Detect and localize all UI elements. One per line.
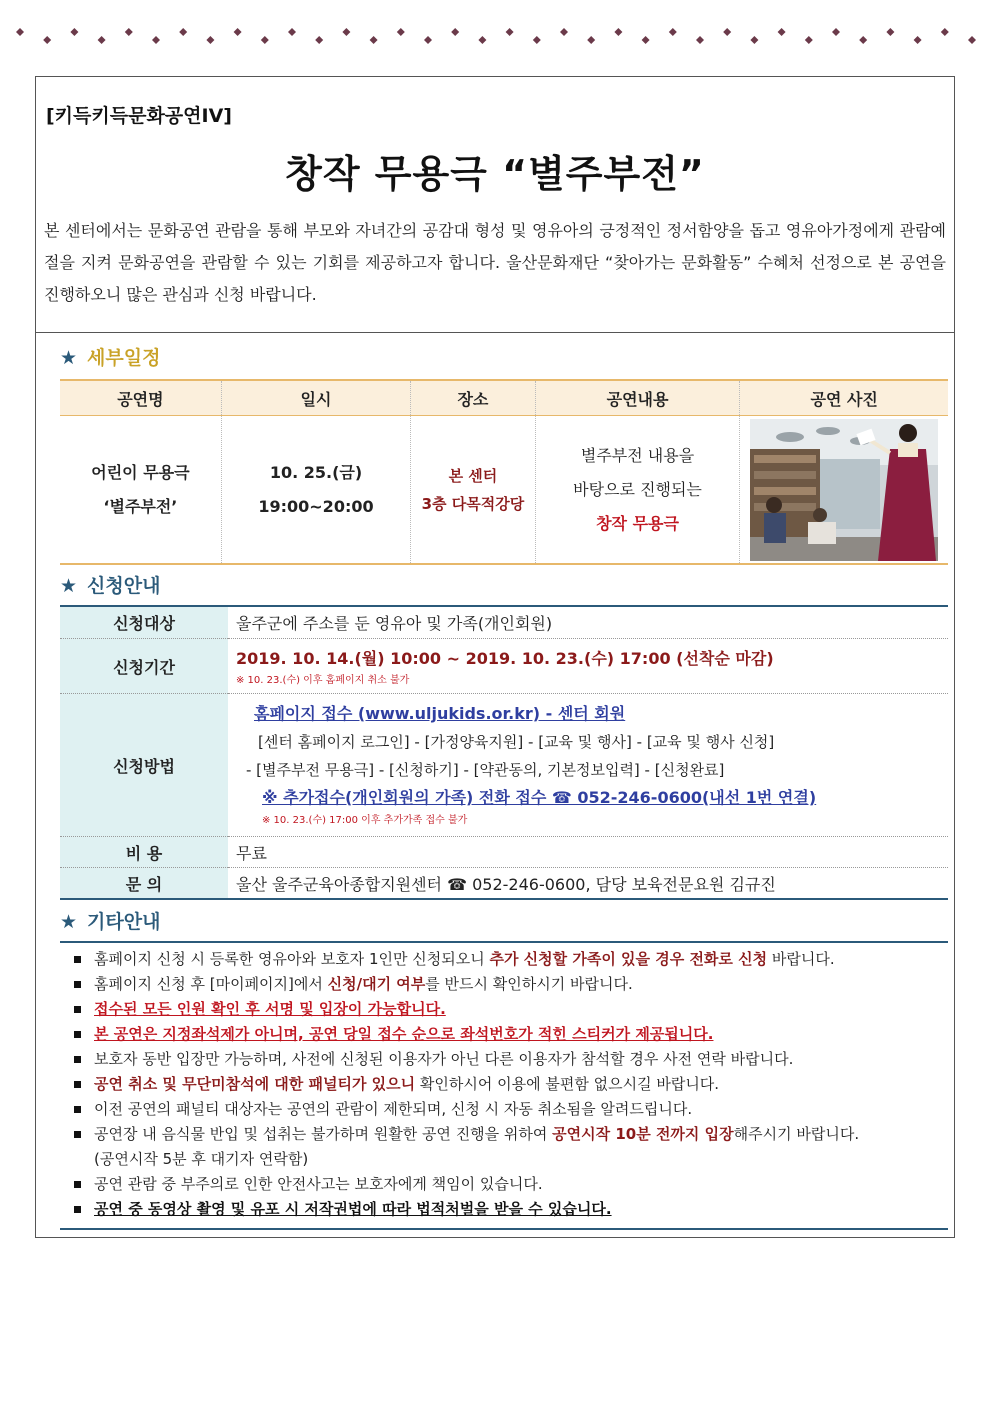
table-header-row [60, 380, 948, 416]
decorative-dots-border [14, 26, 978, 46]
method-label: 신청방법 [60, 694, 228, 837]
diamond-dot [478, 36, 486, 44]
star-icon: ★ [60, 911, 78, 933]
apply-table [60, 605, 948, 900]
diamond-dot [70, 28, 78, 36]
diamond-dot [832, 28, 840, 36]
performance-name: 어린이 무용극 ‘별주부전’ [60, 416, 221, 565]
table-row [60, 868, 948, 900]
list-item: 홈페이지 신청 후 [마이페이지]에서 신청/대기 여부를 반드시 확인하시기 바랍니다. [60, 972, 948, 997]
diamond-dot [642, 36, 650, 44]
bullet-icon [74, 981, 81, 988]
diamond-dot [288, 28, 296, 36]
diamond-dot [859, 36, 867, 44]
diamond-dot [968, 36, 976, 44]
section-schedule-heading: ★ 세부일정 [60, 347, 161, 369]
method-value: 홈페이지 접수 (www.uljukids.or.kr) - 센터 회원 [센터 홈페이지 로그인] - [가정양육지원] - [교육 및 행사] - [교육 및 행사 신청] - [별주부전 무용극] - [신청하기] - [약관동의, 기본정보입력] - [신청완료] ※ 추가접수(개인회원의 가족) 전화 접수 ☎ 052-246-0600(내선 1번 연결) ※ 10. 23.(수) 17:00 이후 추가가족 접수 불가 [228, 694, 948, 837]
list-item: 보호자 동반 입장만 가능하며, 사전에 신청된 이용자가 아닌 다른 이용자가 참석할 경우 사전 연락 바랍니다. [60, 1047, 948, 1072]
diamond-dot [533, 36, 541, 44]
bullet-icon [74, 1056, 81, 1063]
bullet-icon [74, 1081, 81, 1088]
performance-content: 별주부전 내용을 바탕으로 진행되는 창작 무용극 [535, 416, 740, 565]
table-row [60, 639, 948, 694]
diamond-dot [587, 36, 595, 44]
homepage-link[interactable]: 홈페이지 접수 (www.uljukids.or.kr) - 센터 회원 [254, 704, 626, 723]
diamond-dot [614, 28, 622, 36]
diamond-dot [941, 28, 949, 36]
diamond-dot [16, 28, 24, 36]
diamond-dot [261, 36, 269, 44]
diamond-dot [424, 36, 432, 44]
diamond-dot [451, 28, 459, 36]
diamond-dot [886, 28, 894, 36]
series-label: [키득키득문화공연IV] [46, 105, 232, 127]
list-item: 공연 취소 및 무단미참석에 대한 패널티가 있으니 확인하시어 이용에 불편함 없으시길 바랍니다. [60, 1072, 948, 1097]
fee-value: 무료 [228, 837, 948, 868]
bullet-icon [74, 1006, 81, 1013]
target-label: 신청대상 [60, 606, 228, 639]
schedule-table [60, 379, 948, 565]
list-item: 공연장 내 음식물 반입 및 섭취는 불가하며 원활한 공연 진행을 위하여 공연시작 10분 전까지 입장해주시기 바랍니다. (공연시작 5분 후 대기자 연락함) [60, 1122, 948, 1172]
bullet-icon [74, 1181, 81, 1188]
diamond-dot [778, 28, 786, 36]
bullet-icon [74, 1106, 81, 1113]
performance-datetime: 10. 25.(금) 19:00~20:00 [221, 416, 410, 565]
diamond-dot [397, 28, 405, 36]
table-row [60, 837, 948, 868]
bullet-icon [74, 1206, 81, 1213]
star-icon: ★ [60, 575, 78, 597]
diamond-dot [914, 36, 922, 44]
col-header: 공연 사진 [740, 380, 948, 416]
list-item: 접수된 모든 인원 확인 후 서명 및 입장이 가능합니다. [60, 997, 948, 1022]
bullet-icon [74, 1031, 81, 1038]
contact-label: 문 의 [60, 868, 228, 900]
diamond-dot [315, 36, 323, 44]
table-row [60, 416, 948, 565]
contact-value: 울산 울주군육아종합지원센터 ☎ 052-246-0600, 담당 보육전문요원 김규진 [228, 868, 948, 900]
diamond-dot [234, 28, 242, 36]
col-header: 공연명 [60, 380, 221, 416]
diamond-dot [370, 36, 378, 44]
diamond-dot [669, 28, 677, 36]
diamond-dot [805, 36, 813, 44]
diamond-dot [750, 36, 758, 44]
bullet-icon [74, 1131, 81, 1138]
table-row [60, 694, 948, 837]
page-title: 창작 무용극 “별주부전” [285, 152, 705, 196]
diamond-dot [43, 36, 51, 44]
list-item: 공연 관람 중 부주의로 인한 안전사고는 보호자에게 책임이 있습니다. [60, 1172, 948, 1197]
diamond-dot [696, 36, 704, 44]
list-item: 홈페이지 신청 시 등록한 영유아와 보호자 1인만 신청되오니 추가 신청할 가족이 있을 경우 전화로 신청 바랍니다. [60, 947, 948, 972]
diamond-dot [723, 28, 731, 36]
diamond-dot [179, 28, 187, 36]
intro-section [36, 77, 954, 333]
diamond-dot [206, 36, 214, 44]
col-header: 장소 [411, 380, 536, 416]
star-icon: ★ [60, 347, 78, 369]
performance-place: 본 센터 3층 다목적강당 [411, 416, 536, 565]
list-item: 본 공연은 지정좌석제가 아니며, 공연 당일 접수 순으로 좌석번호가 적힌 스티커가 제공됩니다. [60, 1022, 948, 1047]
list-item: 공연 중 동영상 촬영 및 유포 시 저작권법에 따라 법적처벌을 받을 수 있습니다. [60, 1197, 948, 1222]
target-value: 울주군에 주소를 둔 영유아 및 가족(개인회원) [228, 606, 948, 639]
section-other-heading: ★ 기타안내 [60, 911, 161, 933]
diamond-dot [506, 28, 514, 36]
notice-frame [35, 76, 955, 1238]
period-value: 2019. 10. 14.(월) 10:00 ~ 2019. 10. 23.(수) 17:00 (선착순 마감) ※ 10. 23.(수) 이후 홈페이지 취소 불가 [228, 639, 948, 694]
diamond-dot [98, 36, 106, 44]
performance-photo-cell [740, 416, 948, 565]
fee-label: 비 용 [60, 837, 228, 868]
col-header: 공연내용 [535, 380, 740, 416]
list-item: 이전 공연의 패널티 대상자는 공연의 관람이 제한되며, 신청 시 자동 취소됨을 알려드립니다. [60, 1097, 948, 1122]
photo-illustration [750, 419, 938, 561]
period-label: 신청기간 [60, 639, 228, 694]
intro-paragraph: 본 센터에서는 문화공연 관람을 통해 부모와 자녀간의 공감대 형성 및 영유아의 긍정적인 정서함양을 돕고 영유아가정에게 관람예절을 지켜 문화공연을 관람할 수 있는 기회를 제공하고자 합니다. 울산문화재단 “찾아가는 문화활동” 수혜처 선정으로 본 공연을 진행하오니 많은 관심과 신청 바랍니다. [44, 221, 946, 304]
diamond-dot [125, 28, 133, 36]
other-notice-list [60, 941, 948, 1230]
performance-photo [750, 419, 938, 561]
table-row [60, 606, 948, 639]
section-apply-heading: ★ 신청안내 [60, 575, 161, 597]
phone-extra-apply: ※ 추가접수(개인회원의 가족) 전화 접수 ☎ 052-246-0600(내선 1번 연결) [262, 788, 817, 807]
diamond-dot [560, 28, 568, 36]
bullet-icon [74, 956, 81, 963]
col-header: 일시 [221, 380, 410, 416]
diamond-dot [152, 36, 160, 44]
diamond-dot [342, 28, 350, 36]
